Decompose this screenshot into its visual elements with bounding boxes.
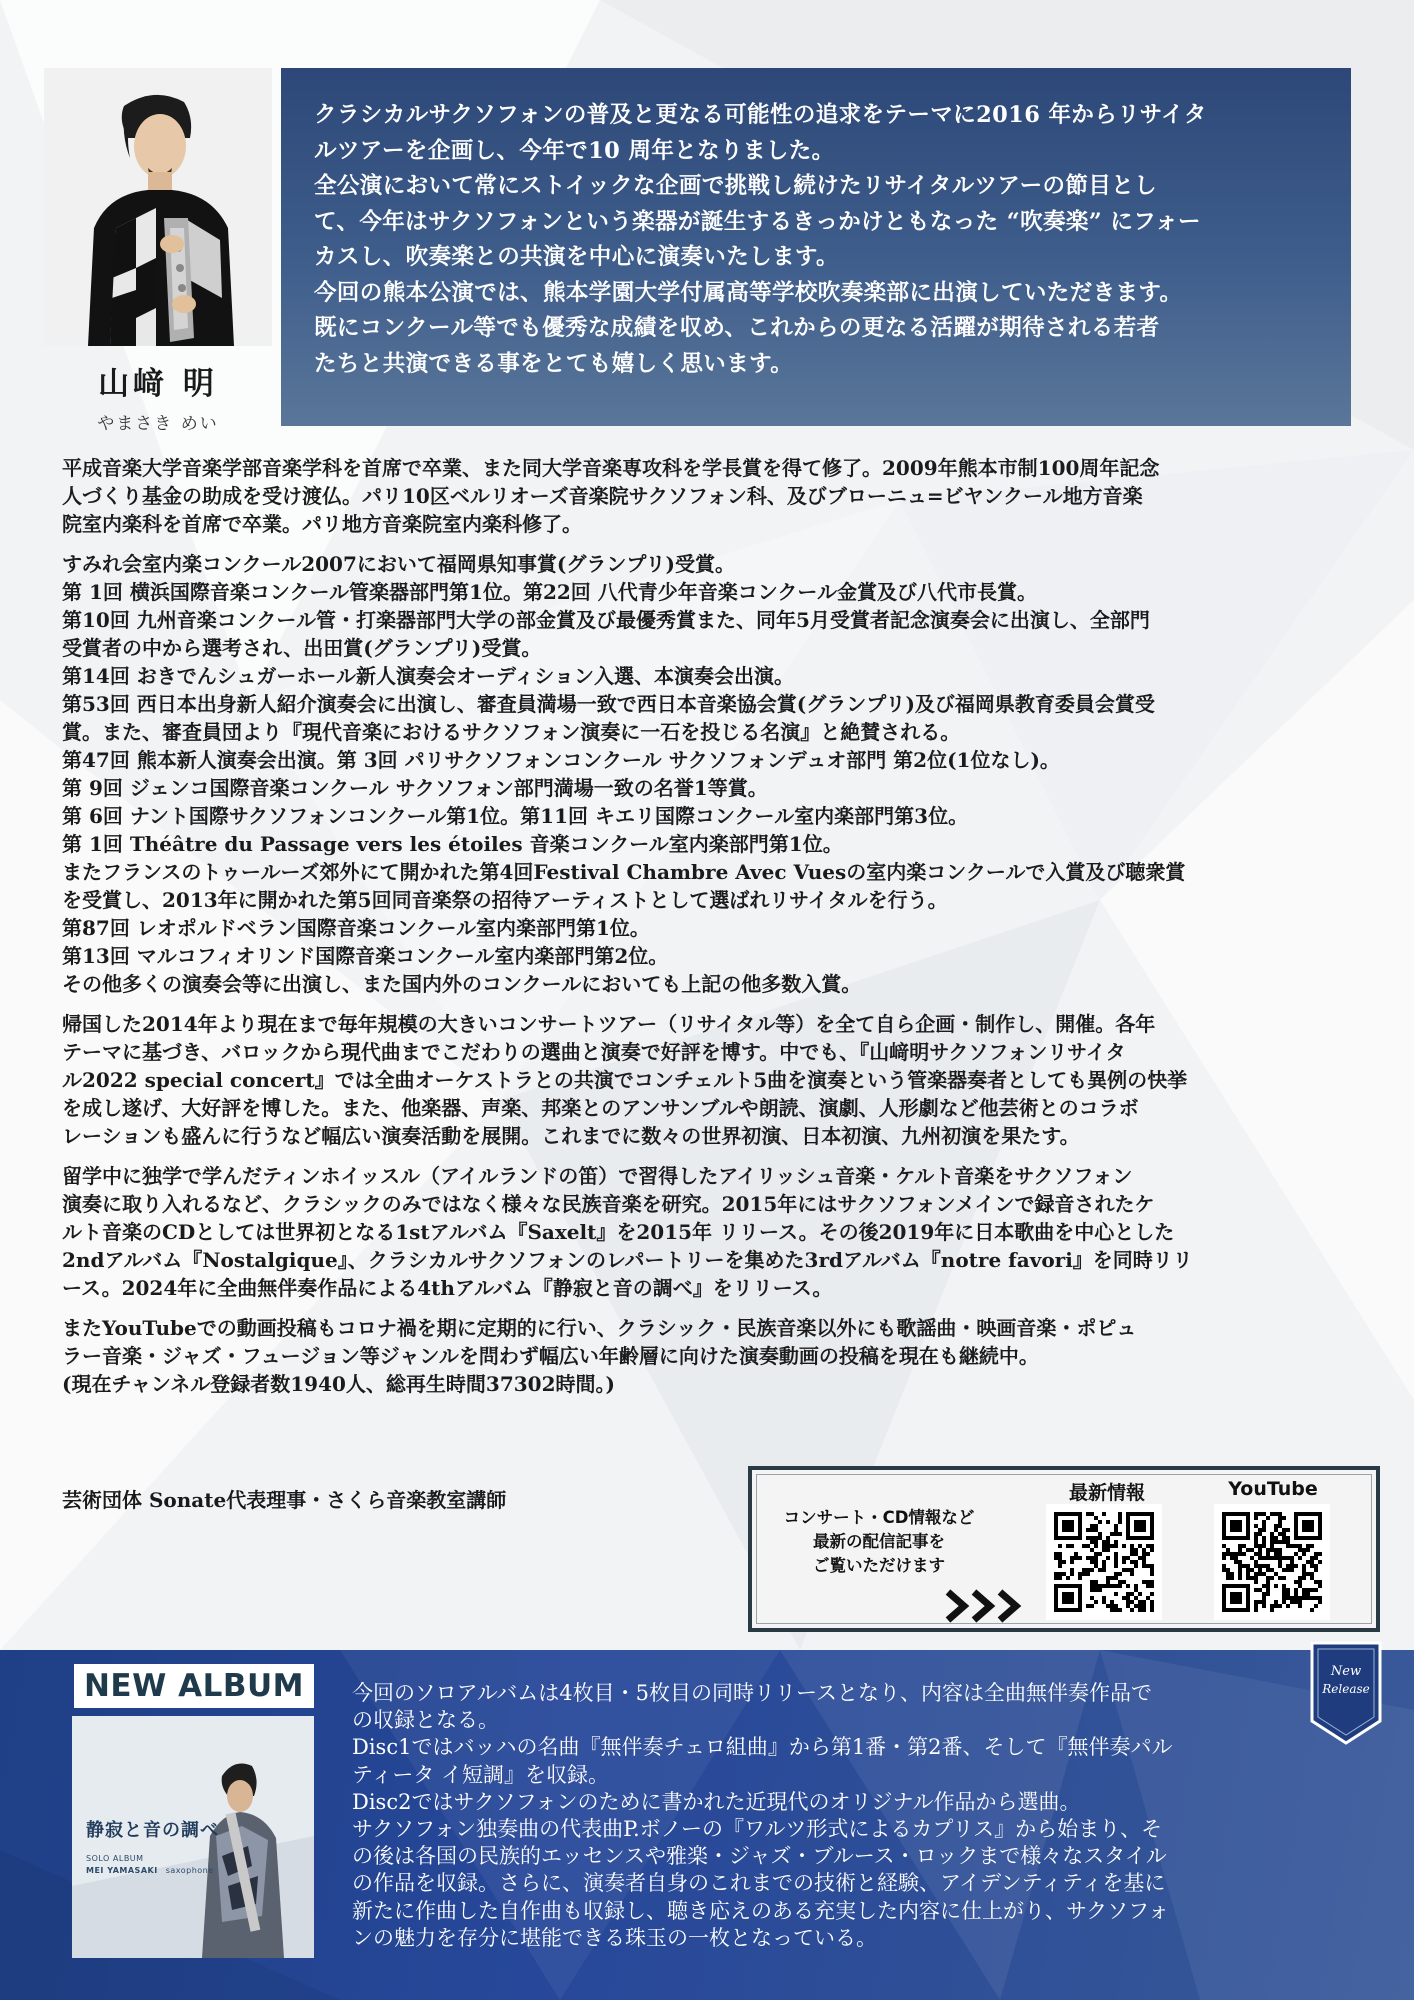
- award-line: 第13回 マルコフィオリンド国際音楽コンクール室内楽部門第2位。: [62, 944, 669, 968]
- bio-line: 演奏に取り入れるなど、クラシックのみではなく様々な民族音楽を研究。2015年にはサクソフォンメインで録音されたケ: [62, 1192, 1155, 1216]
- bio-line: を成し遂げ、大好評を博した。また、他楽器、声楽、邦楽とのアンサンブルや朗読、演劇、人形劇など他芸術とのコラボ: [62, 1096, 1139, 1120]
- album-line: ティータ イ短調』を収録。: [352, 1762, 609, 1787]
- award-line: 受賞者の中から選考され、出田賞(グランプリ)受賞。: [62, 636, 542, 660]
- bio-line: (現在チャンネル登録者数1940人、総再生時間37302時間。): [62, 1372, 615, 1396]
- intro-line: 今回の熊本公演では、熊本学園大学付属高等学校吹奏楽部に出演していただきます。: [314, 279, 1183, 306]
- award-line: を受賞し、2013年に開かれた第5回同音楽祭の招待アーティストとして選ばれリサイタルを行う。: [62, 888, 948, 912]
- info-text: [774, 1506, 984, 1578]
- portrait-photo: [44, 68, 272, 346]
- album-line: の作品を収録。さらに、演奏者自身のこれまでの技術と経験、アイデンティティを基に: [352, 1871, 1166, 1896]
- award-line: すみれ会室内楽コンクール2007において福岡県知事賞(グランプリ)受賞。: [62, 552, 735, 576]
- new-release-ribbon: [1310, 1641, 1382, 1745]
- affiliation: 芸術団体 Sonate代表理事・さくら音楽教室講師: [62, 1488, 507, 1512]
- album-line: の後は各国の民族的エッセンスや雅楽・ジャズ・ブルース・ロックまで様々なスタイル: [352, 1844, 1167, 1869]
- ribbon-text-release: Release: [1322, 1682, 1370, 1696]
- album-section: [0, 1650, 1414, 2000]
- intro-line: 全公演において常にストイックな企画で挑戦し続けたリサイタルツアーの節目とし: [314, 173, 1158, 199]
- bio-line: 人づくり基金の助成を受け渡仏。パリ10区ベルリオーズ音楽院サクソフォン科、及びブローニュ=ビヤンクール地方音楽: [62, 484, 1143, 508]
- award-line: 第 9回 ジェンコ国際音楽コンクール サクソフォン部門満場一致の名誉1等賞。: [62, 776, 768, 800]
- intro-line: ルツアーを企画し、今年で10 周年となりました。: [314, 137, 835, 164]
- album-cover-instrument: saxophone: [165, 1866, 214, 1875]
- bio-line: またYouTubeでの動画投稿もコロナ禍を期に定期的に行い、クラシック・民族音楽以外にも歌謡曲・映画音楽・ポピュ: [62, 1316, 1137, 1340]
- bio-awards: [62, 550, 1352, 998]
- bio-line: 帰国した2014年より現在まで毎年規模の大きいコンサートツアー（リサイタル等）を全て自ら企画・制作し、開催。各年: [62, 1012, 1156, 1036]
- qr-code-news[interactable]: [1046, 1504, 1162, 1620]
- album-cover-title: 静寂と音の調べ: [86, 1820, 219, 1841]
- album-cover-artist: [86, 1866, 214, 1875]
- bio-concerts: [62, 1010, 1352, 1150]
- qr-code-youtube[interactable]: [1214, 1504, 1330, 1620]
- bio-line: ース。2024年に全曲無伴奏作品による4thアルバム『静寂と音の調べ』をリリース。: [62, 1276, 833, 1300]
- bio-line: 平成音楽大学音楽学部音楽学科を首席で卒業、また同大学音楽専攻科を学長賞を得て修了。2009年熊本市制100周年記念: [62, 456, 1160, 480]
- qr-label-youtube: YouTube: [1228, 1478, 1318, 1500]
- award-line: 第47回 熊本新人演奏会出演。第 3回 パリサクソフォンコンクール サクソフォンデュオ部門 第2位(1位なし)。: [62, 748, 1060, 772]
- info-box: [748, 1466, 1380, 1632]
- ribbon-text-new: New: [1330, 1664, 1362, 1679]
- bio-line: 院室内楽科を首席で卒業。パリ地方音楽院室内楽科修了。: [62, 512, 582, 536]
- bio-line: 2ndアルバム『Nostalgique』、クラシカルサクソフォンのレパートリーを集めた3rdアルバム『notre favori』を同時リリ: [62, 1248, 1193, 1272]
- album-line: サクソフォン独奏曲の代表曲P.ボノーの『ワルツ形式によるカプリス』から始まり、そ: [352, 1817, 1163, 1842]
- award-line: またフランスのトゥールーズ郊外にて開かれた第4回Festival Chambre Avec Vuesの室内楽コンクールで入賞及び聴衆賞: [62, 860, 1186, 884]
- award-line: 第 1回 Théâtre du Passage vers les étoiles 音楽コンクール室内楽部門第1位。: [62, 832, 843, 856]
- bio-line: ラー音楽・ジャズ・フュージョン等ジャンルを問わず幅広い年齢層に向けた演奏動画の投稿を現在も継続中。: [62, 1344, 1039, 1368]
- award-line: 第 1回 横浜国際音楽コンクール管楽器部門第1位。第22回 八代青少年音楽コンクール金賞及び八代市長賞。: [62, 580, 1037, 604]
- bio-line: ル2022 special concert』では全曲オーケストラとの共演でコンチェルト5曲を演奏という管楽器奏者としても異例の快挙: [62, 1068, 1188, 1092]
- bio-youtube: [62, 1314, 1352, 1398]
- intro-line: て、今年はサクソフォンという楽器が誕生するきっかけともなった “吹奏楽” にフォー: [314, 208, 1201, 235]
- biography: [62, 454, 1352, 1410]
- award-line: 第10回 九州音楽コンクール管・打楽器部門大学の部金賞及び最優秀賞また、同年5月受賞者記念演奏会に出演し、全部門: [62, 608, 1150, 632]
- award-line: 第53回 西日本出身新人紹介演奏会に出演し、審査員満場一致で西日本音楽協会賞(グランプリ)及び福岡県教育委員会賞受: [62, 692, 1155, 716]
- chevrons-right-icon: [944, 1586, 1026, 1626]
- award-line: 第 6回 ナント国際サクソフォンコンクール第1位。第11回 キエリ国際コンクール室内楽部門第3位。: [62, 804, 969, 828]
- bio-irish: [62, 1162, 1352, 1302]
- bio-line: レーションも盛んに行うなど幅広い演奏活動を展開。これまでに数々の世界初演、日本初演、九州初演を果たす。: [62, 1124, 1080, 1148]
- album-description: [352, 1680, 1287, 1952]
- bio-line: 留学中に独学で学んだティンホイッスル（アイルランドの笛）で習得したアイリッシュ音楽・ケルト音楽をサクソフォン: [62, 1164, 1133, 1188]
- performer-name-kana: やまさき めい: [97, 414, 219, 434]
- album-line: Disc1ではバッハの名曲『無伴奏チェロ組曲』から第1番・第2番、そして『無伴奏パル: [352, 1735, 1173, 1760]
- info-text-line: 最新の配信記事を: [813, 1532, 945, 1551]
- info-text-line: コンサート・CD情報など: [783, 1508, 975, 1527]
- intro-line: クラシカルサクソフォンの普及と更なる可能性の追求をテーマに2016 年からリサイタ: [314, 102, 1207, 128]
- album-cover-artist-name: MEI YAMASAKI: [86, 1866, 158, 1875]
- album-line: Disc2ではサクソフォンのために書かれた近現代のオリジナル作品から選曲。: [352, 1789, 1081, 1814]
- album-cover-subtitle: SOLO ALBUM: [86, 1854, 144, 1863]
- album-line: 今回のソロアルバムは4枚目・5枚目の同時リリースとなり、内容は全曲無伴奏作品で: [352, 1681, 1152, 1705]
- intro-panel: [281, 68, 1351, 426]
- intro-line: 既にコンクール等でも優秀な成績を収め、これからの更なる活躍が期待される若者: [314, 315, 1160, 341]
- info-text-line: ご覧いただけます: [813, 1556, 945, 1575]
- performer-name: 山﨑 明: [98, 366, 218, 402]
- album-cover: [72, 1716, 314, 1958]
- bio-education: [62, 454, 1352, 538]
- album-line: ンの魅力を存分に堪能できる珠玉の一枚となっている。: [352, 1925, 877, 1950]
- name-block: [44, 358, 272, 434]
- album-line: の収録となる。: [352, 1708, 499, 1733]
- intro-line: カスし、吹奏楽との共演を中心に演奏いたします。: [314, 244, 839, 270]
- award-line: 第14回 おきでんシュガーホール新人演奏会オーディション入選、本演奏会出演。: [62, 664, 794, 688]
- award-line: 第87回 レオポルドベラン国際音楽コンクール室内楽部門第1位。: [62, 916, 650, 940]
- award-line: その他多くの演奏会等に出演し、また国内外のコンクールにおいても上記の他多数入賞。: [62, 972, 862, 996]
- award-line: 賞。また、審査員団より『現代音楽におけるサクソフォン演奏に一石を投じる名演』と絶賛される。: [62, 720, 961, 744]
- intro-line: たちと共演できる事をとても嬉しく思います。: [314, 350, 794, 377]
- album-line: 新たに作曲した自作曲も収録し、聴き応えのある充実した内容に仕上がり、サクソフォ: [352, 1898, 1170, 1923]
- bio-line: テーマに基づき、バロックから現代曲までこだわりの選曲と演奏で好評を博す。中でも、『山﨑明サクソフォンリサイタ: [62, 1040, 1126, 1064]
- bio-line: ルト音楽のCDとしては世界初となる1stアルバム『Saxelt』を2015年 リリース。その後2019年に日本歌曲を中心とした: [62, 1220, 1175, 1244]
- new-album-label: NEW ALBUM: [74, 1664, 314, 1708]
- qr-label-news: 最新情報: [1068, 1482, 1145, 1504]
